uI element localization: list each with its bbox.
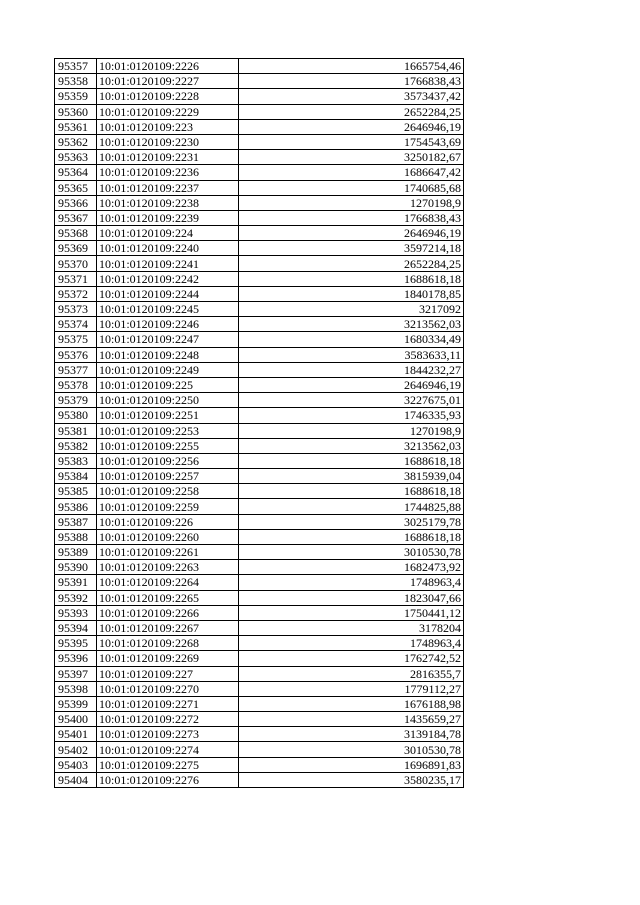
row-number-cell: 95365 bbox=[55, 180, 97, 195]
row-number-cell: 95374 bbox=[55, 317, 97, 332]
value-cell: 3213562,03 bbox=[239, 438, 464, 453]
row-number-cell: 95377 bbox=[55, 362, 97, 377]
row-number-cell: 95389 bbox=[55, 545, 97, 560]
row-number-cell: 95360 bbox=[55, 104, 97, 119]
value-cell: 3227675,01 bbox=[239, 393, 464, 408]
table-row bbox=[55, 104, 464, 119]
table-row bbox=[55, 712, 464, 727]
cadastral-number-cell: 10:01:0120109:2242 bbox=[97, 271, 239, 286]
cadastral-number-cell: 10:01:0120109:2271 bbox=[97, 696, 239, 711]
value-cell: 1270198,9 bbox=[239, 423, 464, 438]
table-row bbox=[55, 377, 464, 392]
cadastral-number-cell: 10:01:0120109:2251 bbox=[97, 408, 239, 423]
row-number-cell: 95366 bbox=[55, 195, 97, 210]
value-cell: 1435659,27 bbox=[239, 712, 464, 727]
row-number-cell: 95383 bbox=[55, 453, 97, 468]
value-cell: 3583633,11 bbox=[239, 347, 464, 362]
row-number-cell: 95367 bbox=[55, 210, 97, 225]
value-cell: 1740685,68 bbox=[239, 180, 464, 195]
table-row bbox=[55, 241, 464, 256]
row-number-cell: 95396 bbox=[55, 651, 97, 666]
value-cell: 1762742,52 bbox=[239, 651, 464, 666]
row-number-cell: 95373 bbox=[55, 302, 97, 317]
row-number-cell: 95400 bbox=[55, 712, 97, 727]
value-cell: 2646946,19 bbox=[239, 119, 464, 134]
row-number-cell: 95398 bbox=[55, 681, 97, 696]
value-cell: 1688618,18 bbox=[239, 529, 464, 544]
row-number-cell: 95399 bbox=[55, 696, 97, 711]
row-number-cell: 95376 bbox=[55, 347, 97, 362]
table-row bbox=[55, 469, 464, 484]
value-cell: 3213562,03 bbox=[239, 317, 464, 332]
cadastral-number-cell: 10:01:0120109:2237 bbox=[97, 180, 239, 195]
cadastral-number-cell: 10:01:0120109:2231 bbox=[97, 150, 239, 165]
cadastral-number-cell: 10:01:0120109:2267 bbox=[97, 620, 239, 635]
cadastral-number-cell: 10:01:0120109:2256 bbox=[97, 453, 239, 468]
cadastral-number-cell: 10:01:0120109:2230 bbox=[97, 134, 239, 149]
cadastral-number-cell: 10:01:0120109:2236 bbox=[97, 165, 239, 180]
cadastral-number-cell: 10:01:0120109:2270 bbox=[97, 681, 239, 696]
value-cell: 1746335,93 bbox=[239, 408, 464, 423]
value-cell: 1665754,46 bbox=[239, 59, 464, 74]
row-number-cell: 95361 bbox=[55, 119, 97, 134]
cadastral-number-cell: 10:01:0120109:2247 bbox=[97, 332, 239, 347]
table-row bbox=[55, 74, 464, 89]
cadastral-number-cell: 10:01:0120109:2257 bbox=[97, 469, 239, 484]
row-number-cell: 95387 bbox=[55, 514, 97, 529]
row-number-cell: 95375 bbox=[55, 332, 97, 347]
table-row bbox=[55, 347, 464, 362]
row-number-cell: 95395 bbox=[55, 636, 97, 651]
cadastral-number-cell: 10:01:0120109:2238 bbox=[97, 195, 239, 210]
value-cell: 1676188,98 bbox=[239, 696, 464, 711]
cadastral-number-cell: 10:01:0120109:2240 bbox=[97, 241, 239, 256]
table-row bbox=[55, 757, 464, 772]
value-cell: 1766838,43 bbox=[239, 210, 464, 225]
cadastral-number-cell: 10:01:0120109:2253 bbox=[97, 423, 239, 438]
cadastral-number-cell: 10:01:0120109:2241 bbox=[97, 256, 239, 271]
cadastral-number-cell: 10:01:0120109:2248 bbox=[97, 347, 239, 362]
table-row bbox=[55, 605, 464, 620]
row-number-cell: 95385 bbox=[55, 484, 97, 499]
row-number-cell: 95384 bbox=[55, 469, 97, 484]
row-number-cell: 95392 bbox=[55, 590, 97, 605]
table-row bbox=[55, 514, 464, 529]
table-row bbox=[55, 332, 464, 347]
cadastral-number-cell: 10:01:0120109:2265 bbox=[97, 590, 239, 605]
value-cell: 1688618,18 bbox=[239, 484, 464, 499]
table-row bbox=[55, 438, 464, 453]
table-row bbox=[55, 696, 464, 711]
value-cell: 3025179,78 bbox=[239, 514, 464, 529]
table-row bbox=[55, 727, 464, 742]
row-number-cell: 95386 bbox=[55, 499, 97, 514]
value-cell: 1766838,43 bbox=[239, 74, 464, 89]
value-cell: 1688618,18 bbox=[239, 271, 464, 286]
cadastral-number-cell: 10:01:0120109:2266 bbox=[97, 605, 239, 620]
cadastral-number-cell: 10:01:0120109:2260 bbox=[97, 529, 239, 544]
value-cell: 1823047,66 bbox=[239, 590, 464, 605]
cadastral-number-cell: 10:01:0120109:2264 bbox=[97, 575, 239, 590]
table-row bbox=[55, 484, 464, 499]
value-cell: 3250182,67 bbox=[239, 150, 464, 165]
value-cell: 1750441,12 bbox=[239, 605, 464, 620]
table-row bbox=[55, 302, 464, 317]
table-row bbox=[55, 560, 464, 575]
value-cell: 3573437,42 bbox=[239, 89, 464, 104]
table-row bbox=[55, 651, 464, 666]
value-cell: 3178204 bbox=[239, 620, 464, 635]
table-row bbox=[55, 59, 464, 74]
row-number-cell: 95404 bbox=[55, 772, 97, 787]
table-row bbox=[55, 134, 464, 149]
row-number-cell: 95401 bbox=[55, 727, 97, 742]
cadastral-value-table bbox=[54, 58, 464, 788]
row-number-cell: 95381 bbox=[55, 423, 97, 438]
row-number-cell: 95403 bbox=[55, 757, 97, 772]
value-cell: 2646946,19 bbox=[239, 226, 464, 241]
value-cell: 3580235,17 bbox=[239, 772, 464, 787]
cadastral-number-cell: 10:01:0120109:226 bbox=[97, 514, 239, 529]
row-number-cell: 95379 bbox=[55, 393, 97, 408]
table-row bbox=[55, 742, 464, 757]
row-number-cell: 95368 bbox=[55, 226, 97, 241]
table-row bbox=[55, 666, 464, 681]
cadastral-number-cell: 10:01:0120109:2228 bbox=[97, 89, 239, 104]
cadastral-number-cell: 10:01:0120109:2244 bbox=[97, 286, 239, 301]
row-number-cell: 95397 bbox=[55, 666, 97, 681]
cadastral-number-cell: 10:01:0120109:2263 bbox=[97, 560, 239, 575]
value-cell: 1688618,18 bbox=[239, 453, 464, 468]
cadastral-number-cell: 10:01:0120109:2269 bbox=[97, 651, 239, 666]
table-row bbox=[55, 499, 464, 514]
cadastral-number-cell: 10:01:0120109:2259 bbox=[97, 499, 239, 514]
value-cell: 1840178,85 bbox=[239, 286, 464, 301]
value-cell: 2652284,25 bbox=[239, 104, 464, 119]
row-number-cell: 95362 bbox=[55, 134, 97, 149]
cadastral-number-cell: 10:01:0120109:2261 bbox=[97, 545, 239, 560]
table-row bbox=[55, 590, 464, 605]
row-number-cell: 95363 bbox=[55, 150, 97, 165]
cadastral-number-cell: 10:01:0120109:224 bbox=[97, 226, 239, 241]
value-cell: 3217092 bbox=[239, 302, 464, 317]
cadastral-number-cell: 10:01:0120109:2274 bbox=[97, 742, 239, 757]
table-row bbox=[55, 89, 464, 104]
table-row bbox=[55, 636, 464, 651]
table-row bbox=[55, 195, 464, 210]
table-row bbox=[55, 681, 464, 696]
value-cell: 2646946,19 bbox=[239, 377, 464, 392]
row-number-cell: 95388 bbox=[55, 529, 97, 544]
table-row bbox=[55, 545, 464, 560]
value-cell: 1680334,49 bbox=[239, 332, 464, 347]
value-cell: 1686647,42 bbox=[239, 165, 464, 180]
row-number-cell: 95394 bbox=[55, 620, 97, 635]
table-row bbox=[55, 119, 464, 134]
value-cell: 1748963,4 bbox=[239, 575, 464, 590]
table-row bbox=[55, 575, 464, 590]
row-number-cell: 95369 bbox=[55, 241, 97, 256]
table-row bbox=[55, 620, 464, 635]
cadastral-number-cell: 10:01:0120109:2255 bbox=[97, 438, 239, 453]
cadastral-number-cell: 10:01:0120109:2246 bbox=[97, 317, 239, 332]
row-number-cell: 95380 bbox=[55, 408, 97, 423]
row-number-cell: 95393 bbox=[55, 605, 97, 620]
row-number-cell: 95364 bbox=[55, 165, 97, 180]
table-row bbox=[55, 393, 464, 408]
value-cell: 1748963,4 bbox=[239, 636, 464, 651]
row-number-cell: 95402 bbox=[55, 742, 97, 757]
table-row bbox=[55, 226, 464, 241]
row-number-cell: 95390 bbox=[55, 560, 97, 575]
table-row bbox=[55, 286, 464, 301]
table-row bbox=[55, 165, 464, 180]
table-row bbox=[55, 210, 464, 225]
row-number-cell: 95357 bbox=[55, 59, 97, 74]
table-row bbox=[55, 362, 464, 377]
value-cell: 3139184,78 bbox=[239, 727, 464, 742]
value-cell: 1682473,92 bbox=[239, 560, 464, 575]
row-number-cell: 95359 bbox=[55, 89, 97, 104]
value-cell: 3010530,78 bbox=[239, 545, 464, 560]
cadastral-number-cell: 10:01:0120109:2275 bbox=[97, 757, 239, 772]
value-cell: 3815939,04 bbox=[239, 469, 464, 484]
value-cell: 1779112,27 bbox=[239, 681, 464, 696]
cadastral-number-cell: 10:01:0120109:2245 bbox=[97, 302, 239, 317]
cadastral-number-cell: 10:01:0120109:2272 bbox=[97, 712, 239, 727]
table-row bbox=[55, 772, 464, 787]
cadastral-number-cell: 10:01:0120109:2258 bbox=[97, 484, 239, 499]
cadastral-number-cell: 10:01:0120109:223 bbox=[97, 119, 239, 134]
value-cell: 1744825,88 bbox=[239, 499, 464, 514]
value-cell: 1754543,69 bbox=[239, 134, 464, 149]
row-number-cell: 95358 bbox=[55, 74, 97, 89]
table-row bbox=[55, 180, 464, 195]
cadastral-number-cell: 10:01:0120109:227 bbox=[97, 666, 239, 681]
cadastral-number-cell: 10:01:0120109:2229 bbox=[97, 104, 239, 119]
table-row bbox=[55, 408, 464, 423]
value-cell: 3597214,18 bbox=[239, 241, 464, 256]
cadastral-number-cell: 10:01:0120109:2226 bbox=[97, 59, 239, 74]
table-row bbox=[55, 453, 464, 468]
table-row bbox=[55, 317, 464, 332]
cadastral-number-cell: 10:01:0120109:2239 bbox=[97, 210, 239, 225]
row-number-cell: 95382 bbox=[55, 438, 97, 453]
cadastral-number-cell: 10:01:0120109:2250 bbox=[97, 393, 239, 408]
table-row bbox=[55, 529, 464, 544]
value-cell: 1696891,83 bbox=[239, 757, 464, 772]
value-cell: 2816355,7 bbox=[239, 666, 464, 681]
cadastral-number-cell: 10:01:0120109:225 bbox=[97, 377, 239, 392]
value-cell: 1270198,9 bbox=[239, 195, 464, 210]
table-row bbox=[55, 256, 464, 271]
row-number-cell: 95371 bbox=[55, 271, 97, 286]
value-cell: 2652284,25 bbox=[239, 256, 464, 271]
table-body bbox=[55, 59, 464, 788]
table-row bbox=[55, 423, 464, 438]
cadastral-number-cell: 10:01:0120109:2227 bbox=[97, 74, 239, 89]
value-cell: 3010530,78 bbox=[239, 742, 464, 757]
cadastral-number-cell: 10:01:0120109:2249 bbox=[97, 362, 239, 377]
row-number-cell: 95370 bbox=[55, 256, 97, 271]
row-number-cell: 95378 bbox=[55, 377, 97, 392]
value-cell: 1844232,27 bbox=[239, 362, 464, 377]
cadastral-number-cell: 10:01:0120109:2273 bbox=[97, 727, 239, 742]
cadastral-number-cell: 10:01:0120109:2276 bbox=[97, 772, 239, 787]
cadastral-number-cell: 10:01:0120109:2268 bbox=[97, 636, 239, 651]
row-number-cell: 95372 bbox=[55, 286, 97, 301]
row-number-cell: 95391 bbox=[55, 575, 97, 590]
table-row bbox=[55, 150, 464, 165]
table-row bbox=[55, 271, 464, 286]
